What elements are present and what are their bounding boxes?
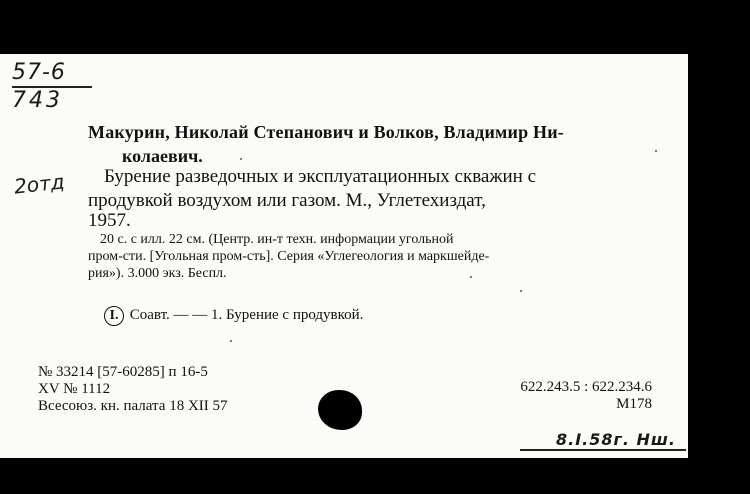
- call-number-line1: 57-6: [12, 60, 66, 85]
- margin-note: 2отд: [12, 169, 66, 199]
- footer-series-number: XV № 1112: [38, 381, 111, 397]
- speck: [470, 276, 472, 278]
- description-line1: 20 с. с илл. 22 см. (Центр. ин-т техн. информации угольной: [100, 232, 454, 247]
- ink-stamp: [318, 390, 362, 430]
- speck: [230, 340, 232, 342]
- tracing-roman-numeral: I.: [104, 306, 124, 326]
- speck: [240, 158, 242, 160]
- tracing: [104, 306, 363, 326]
- author-line2: колаевич.: [122, 146, 203, 166]
- udc-classification: 622.243.5 : 622.234.6: [520, 379, 652, 395]
- footer-registration: № 33214 [57-60285] п 16-5: [38, 364, 208, 380]
- catalog-card: [0, 54, 688, 458]
- speck: [655, 150, 657, 152]
- call-number-line2: 743: [12, 88, 63, 113]
- footer-chamber-date: Всесоюз. кн. палата 18 XII 57: [38, 398, 228, 414]
- title-line2: продувкой воздухом или газом. М., Углетехиздат,: [88, 190, 486, 211]
- tracing-text: Соавт. — — 1. Бурение с продувкой.: [129, 307, 364, 323]
- author-mark: М178: [616, 396, 652, 412]
- footer-underline: [520, 449, 686, 451]
- title-line1: Бурение разведочных и эксплуатационных скважин с: [104, 166, 537, 187]
- description-line3: рия»). 3.000 экз. Беспл.: [88, 266, 227, 281]
- description-line2: пром-сти. [Угольная пром-сть]. Серия «Углегеология и маркшейде-: [88, 249, 490, 264]
- handwritten-date-note: 8.I.58г. Нш.: [556, 430, 676, 449]
- author-line1: Макурин, Николай Степанович и Волков, Владимир Ни-: [88, 122, 564, 142]
- speck: [520, 290, 522, 292]
- title-line3: 1957.: [88, 210, 131, 231]
